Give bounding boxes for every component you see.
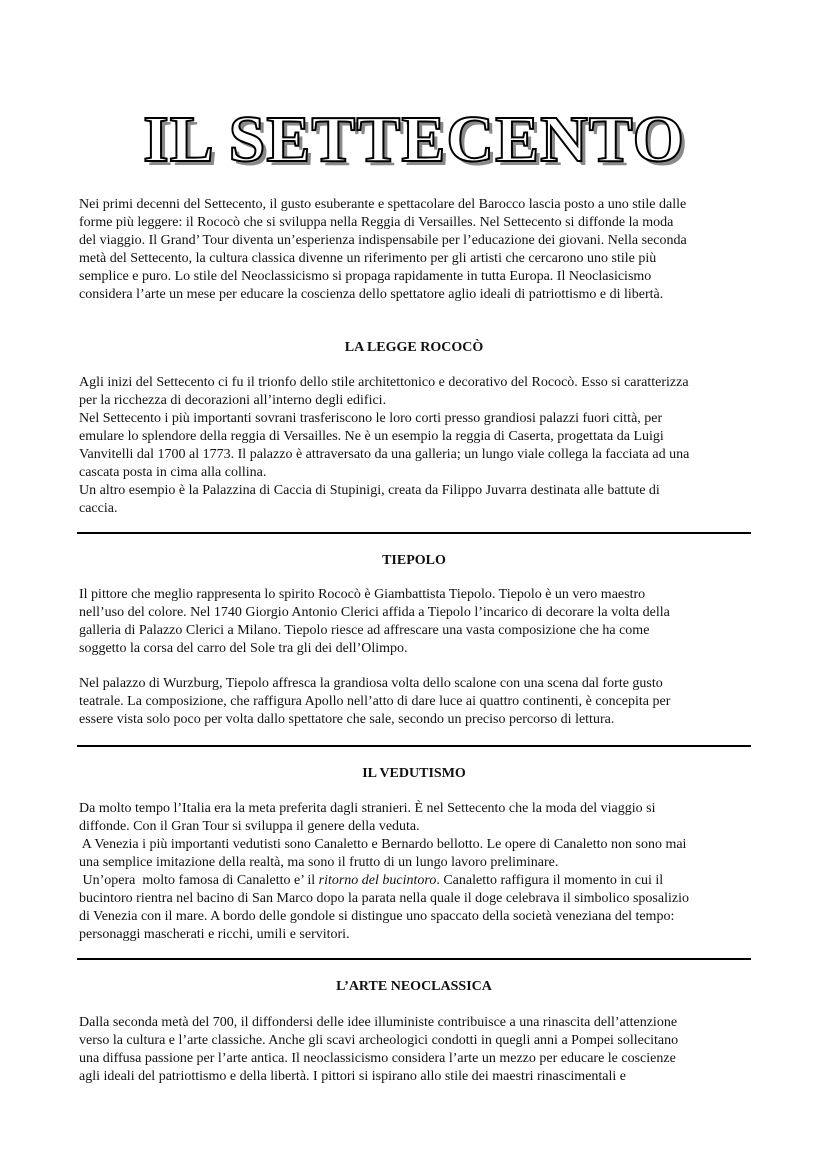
opera-title: ritorno del bucintoro	[318, 873, 437, 888]
page-title: IL SETTECENTO	[143, 103, 685, 176]
vedutismo-line: di Venezia con il mare. A bordo delle gondole si distingue uno spaccato della società veneziana del tempo:	[79, 909, 675, 924]
intro-line: considera l’arte un mese per educare la coscienza dello spettatore aglio ideali di patriottismo e di libertà.	[79, 287, 664, 302]
section-heading-rococo: LA LEGGE ROCOCÒ	[344, 340, 484, 355]
tiepolo-line: Nel palazzo di Wurzburg, Tiepolo affresca la grandiosa volta dello scalone con una scena dal forte gusto	[79, 676, 663, 691]
neoclassica-paragraph	[79, 1014, 759, 1086]
intro-paragraph	[79, 196, 759, 304]
rococo-line: Un altro esempio è la Palazzina di Caccia di Stupinigi, creata da Filippo Juvarra destinata alle battute di	[79, 483, 660, 498]
vedutismo-line: A Venezia i più importanti vedutisti sono Canaletto e Bernardo bellotto. Le opere di Canaletto non sono mai	[79, 837, 687, 852]
vedutismo-line	[79, 872, 759, 890]
intro-line: del viaggio. Il Grand’ Tour diventa un’esperienza indispensabile per l’educazione dei giovani. Nella seconda	[79, 233, 687, 248]
rococo-line: Vanvitelli dal 1700 al 1773. Il palazzo è attraversato da una galleria; un lungo viale collega la facciata ad una	[79, 447, 690, 462]
vedutismo-line: diffonde. Con il Gran Tour si sviluppa il genere della veduta.	[79, 819, 420, 834]
rococo-line: emulare lo splendore della reggia di Versailles. Ne è un esempio la reggia di Caserta, progettata da Luigi	[79, 429, 664, 444]
rococo-line: Agli inizi del Settecento ci fu il trionfo dello stile architettonico e decorativo del Rococò. Esso si caratterizza	[79, 375, 689, 390]
rococo-line: Nel Settecento i più importanti sovrani trasferiscono le loro corti presso grandiosi palazzi fuori città, per	[79, 411, 663, 426]
tiepolo-line: nell’uso del colore. Nel 1740 Giorgio Antonio Clerici affida a Tiepolo l’incarico di decorare la volta della	[79, 605, 670, 620]
rococo-line: caccia.	[79, 501, 118, 516]
tiepolo-line: essere vista solo poco per volta dallo spettatore che sale, secondo un preciso percorso di lettura.	[79, 712, 615, 727]
tiepolo-line: soggetto la corsa del carro del Sole tra gli dei dell’Olimpo.	[79, 641, 408, 656]
tiepolo-line: galleria di Palazzo Clerici a Milano. Tiepolo riesce ad affrescare una vasta composizione che ha come	[79, 623, 650, 638]
intro-line: Nei primi decenni del Settecento, il gusto esuberante e spettacolare del Barocco lascia posto a uno stile dalle	[79, 197, 687, 212]
tiepolo-paragraph-1	[79, 586, 759, 658]
rococo-paragraph	[79, 374, 759, 518]
intro-line: forme più leggere: il Rococò che si sviluppa nella Reggia di Versailles. Nel Settecento si diffonde la moda	[79, 215, 674, 230]
rococo-line: per la ricchezza di decorazioni all’interno degli edifici.	[79, 393, 387, 408]
opera-suffix: . Canaletto raffigura il momento in cui il	[436, 873, 664, 888]
neoclassica-line: agli ideali del patriottismo e della libertà. I pittori si ispirano allo stile dei maestri rinascimentali e	[79, 1069, 627, 1084]
section-heading-neoclassica: L’ARTE NEOCLASSICA	[336, 979, 492, 994]
neoclassica-line: una diffusa passione per l’arte antica. Il neoclassicismo considera l’arte un mezzo per educare le coscienze	[79, 1051, 676, 1066]
section-heading-vedutismo: IL VEDUTISMO	[362, 766, 466, 781]
vedutismo-line: Da molto tempo l’Italia era la meta preferita dagli stranieri. È nel Settecento che la moda del viaggio si	[79, 801, 656, 816]
vedutismo-line: una semplice imitazione della realtà, ma sono il frutto di un lungo lavoro preliminare.	[79, 855, 559, 870]
tiepolo-paragraph-2	[79, 675, 759, 729]
section-divider	[77, 532, 751, 534]
opera-prefix: Un’opera molto famosa di Canaletto e’ il	[79, 873, 319, 888]
neoclassica-line: Dalla seconda metà del 700, il diffondersi delle idee illuministe contribuisce a una rinascita dell’attenzione	[79, 1015, 678, 1030]
vedutismo-paragraph	[79, 800, 759, 944]
section-divider	[77, 745, 751, 747]
intro-line: semplice e puro. Lo stile del Neoclassicismo si propaga rapidamente in tutta Europa. Il Neoclasicismo	[79, 269, 652, 284]
section-heading-tiepolo: TIEPOLO	[382, 553, 446, 568]
section-divider	[77, 958, 751, 960]
intro-line: metà del Settecento, la cultura classica divenne un riferimento per gli artisti che cercarono uno stile più	[79, 251, 657, 266]
rococo-line: cascata posta in cima alla collina.	[79, 465, 267, 480]
vedutismo-line: bucintoro rientra nel bacino di San Marco dopo la parata nella quale il doge celebrava il simbolico sposalizio	[79, 891, 689, 906]
neoclassica-line: verso la cultura e l’arte classiche. Anche gli scavi archeologici condotti in quegli anni a Pompei sollecitano	[79, 1033, 679, 1048]
tiepolo-line: Il pittore che meglio rappresenta lo spirito Rococò è Giambattista Tiepolo. Tiepolo è un vero maestro	[79, 587, 646, 602]
vedutismo-line: personaggi mascherati e ricchi, umili e servitori.	[79, 927, 350, 942]
tiepolo-line: teatrale. La composizione, che raffigura Apollo nell’atto di dare luce ai quattro continenti, è concepita per	[79, 694, 671, 709]
